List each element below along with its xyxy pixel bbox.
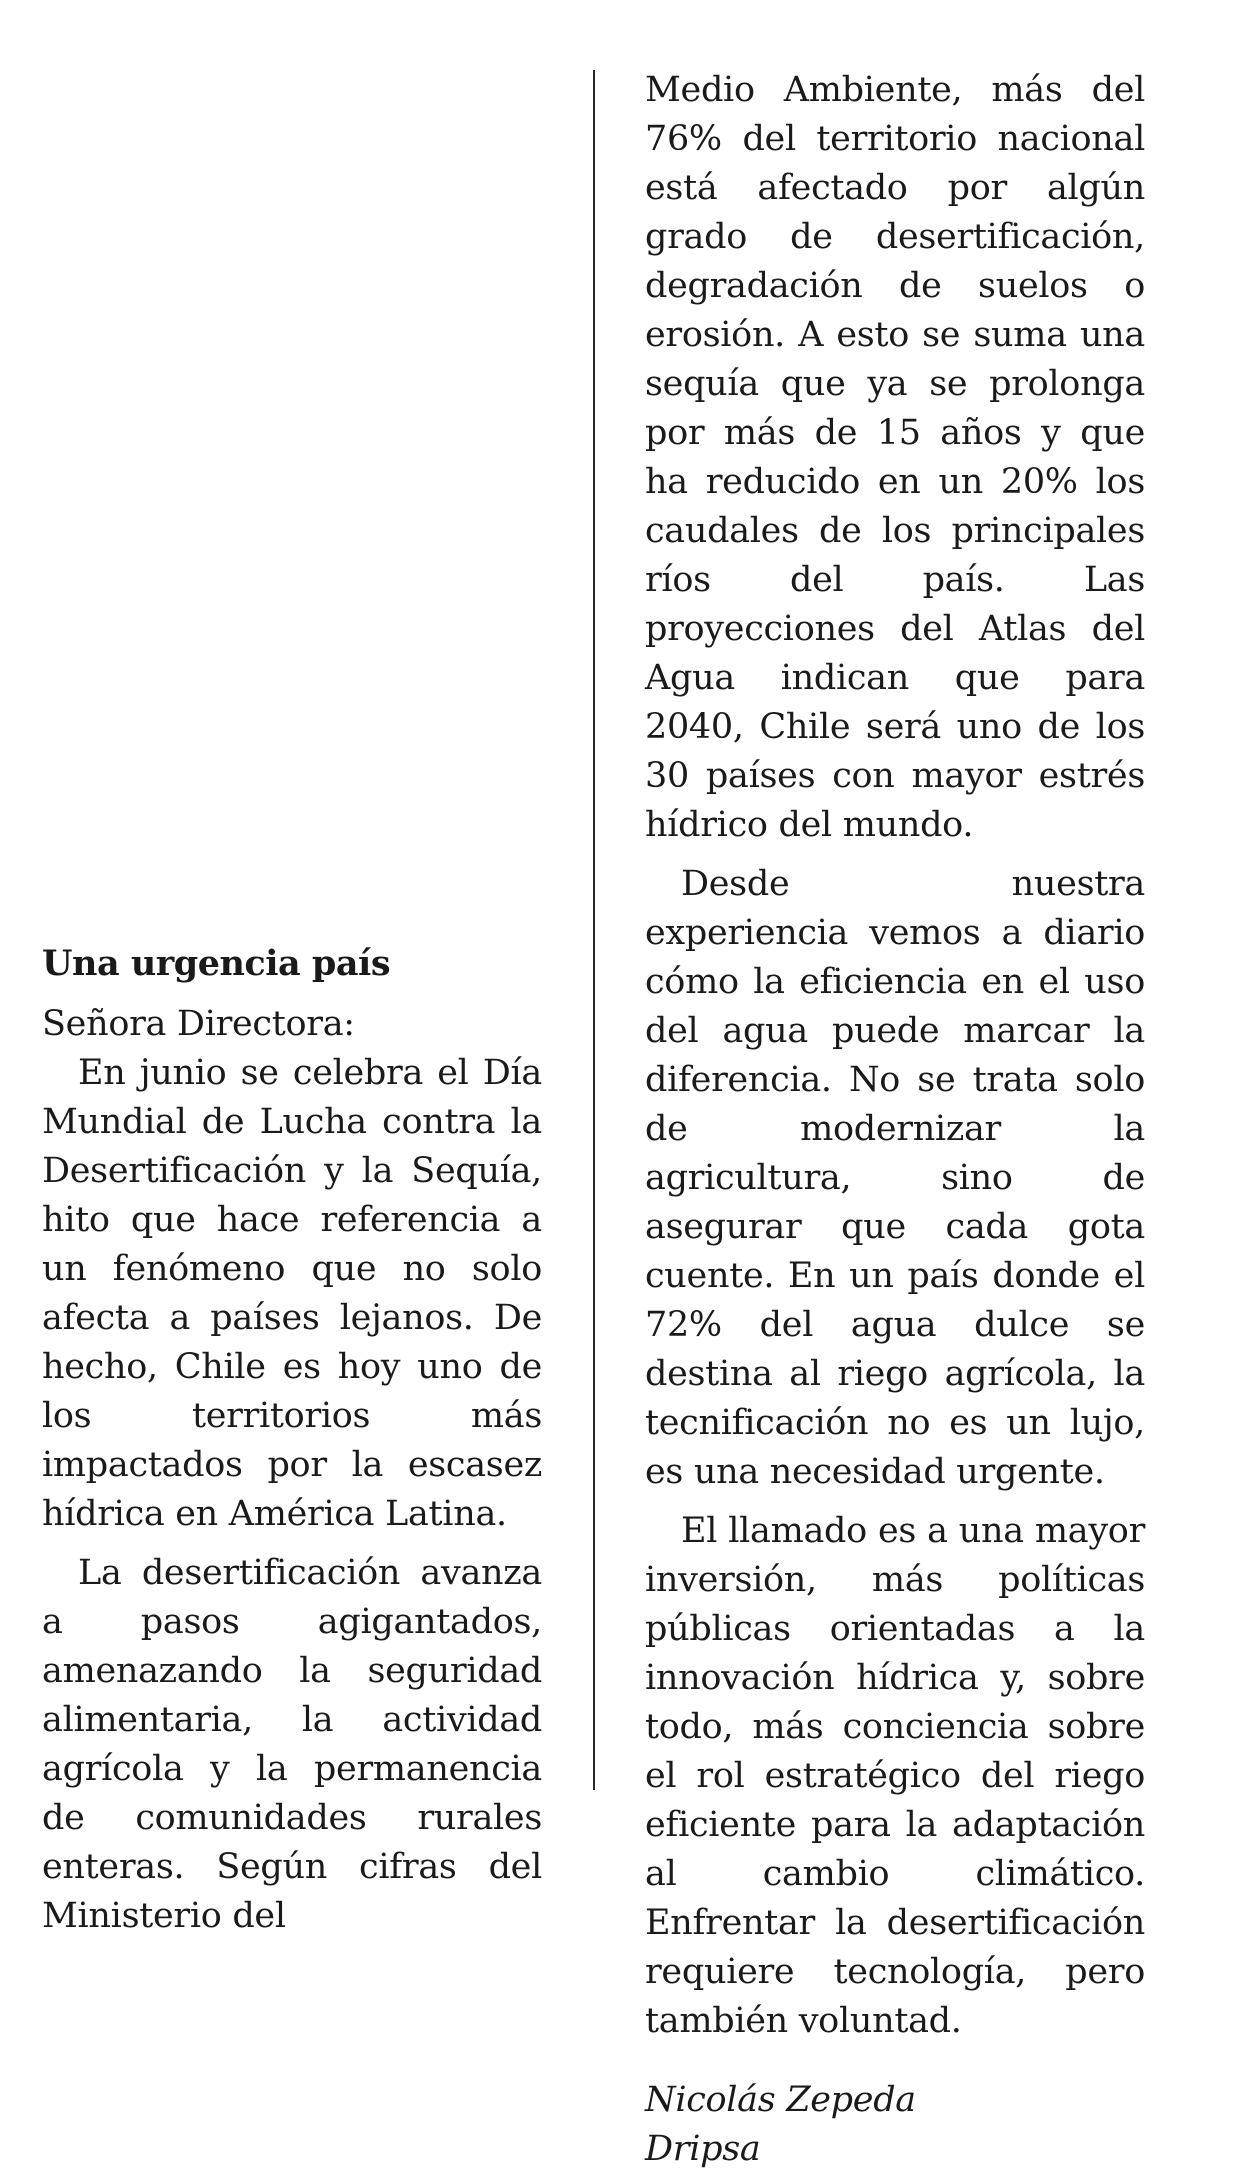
column-divider bbox=[593, 70, 595, 1790]
left-column bbox=[42, 960, 542, 1941]
paragraph-2-continued: Medio Ambiente, más del 76% del territorio nacional está afectado por algún grado de desertificación, degradación de suelos o erosión. A esto se suma una sequía que ya se prolonga por más de 15 años y que ha reducido en un 20% los caudales de los principales ríos del país. Las proyecciones del Atlas del Agua indican que para 2040, Chile será uno de los 30 países con mayor estrés hídrico del mundo. bbox=[645, 70, 1145, 845]
paragraph-1: En junio se celebra el Día Mundial de Lucha contra la Desertificación y la Sequía, hito que hace referencia a un fenómeno que no solo afecta a países lejanos. De hecho, Chile es hoy uno de los territorios más impactados por la escasez hídrica en América Latina. bbox=[42, 1053, 542, 1534]
signature-organization: Dripsa bbox=[645, 2129, 761, 2169]
paragraph-4: El llamado es a una mayor inversión, más políticas públicas orientadas a la innovación hídrica y, sobre todo, más conciencia sobre el rol estratégico del riego eficiente para la adaptación al cambio climático. Enfrentar la desertificación requiere tecnología, pero también voluntad. bbox=[645, 1511, 1145, 2041]
paragraph-2: La desertificación avanza a pasos agigantados, amenazando la seguridad alimentaria, la actividad agrícola y la permanencia de comunidades rurales enteras. Según cifras del Ministerio del bbox=[42, 1553, 542, 1936]
letter-title: Una urgencia país bbox=[42, 943, 391, 984]
right-column bbox=[645, 66, 1145, 2174]
paragraph-3: Desde nuestra experiencia vemos a diario cómo la eficiencia en el uso del agua puede marcar la diferencia. No se trata solo de modernizar la agricultura, sino de asegurar que cada gota cuente. En un país donde el 72% del agua dulce se destina al riego agrícola, la tecnificación no es un lujo, es una necesidad urgente. bbox=[645, 864, 1145, 1492]
salutation: Señora Directora: bbox=[42, 1004, 355, 1044]
signature-block bbox=[645, 2076, 1145, 2174]
signature-name: Nicolás Zepeda bbox=[645, 2080, 916, 2120]
